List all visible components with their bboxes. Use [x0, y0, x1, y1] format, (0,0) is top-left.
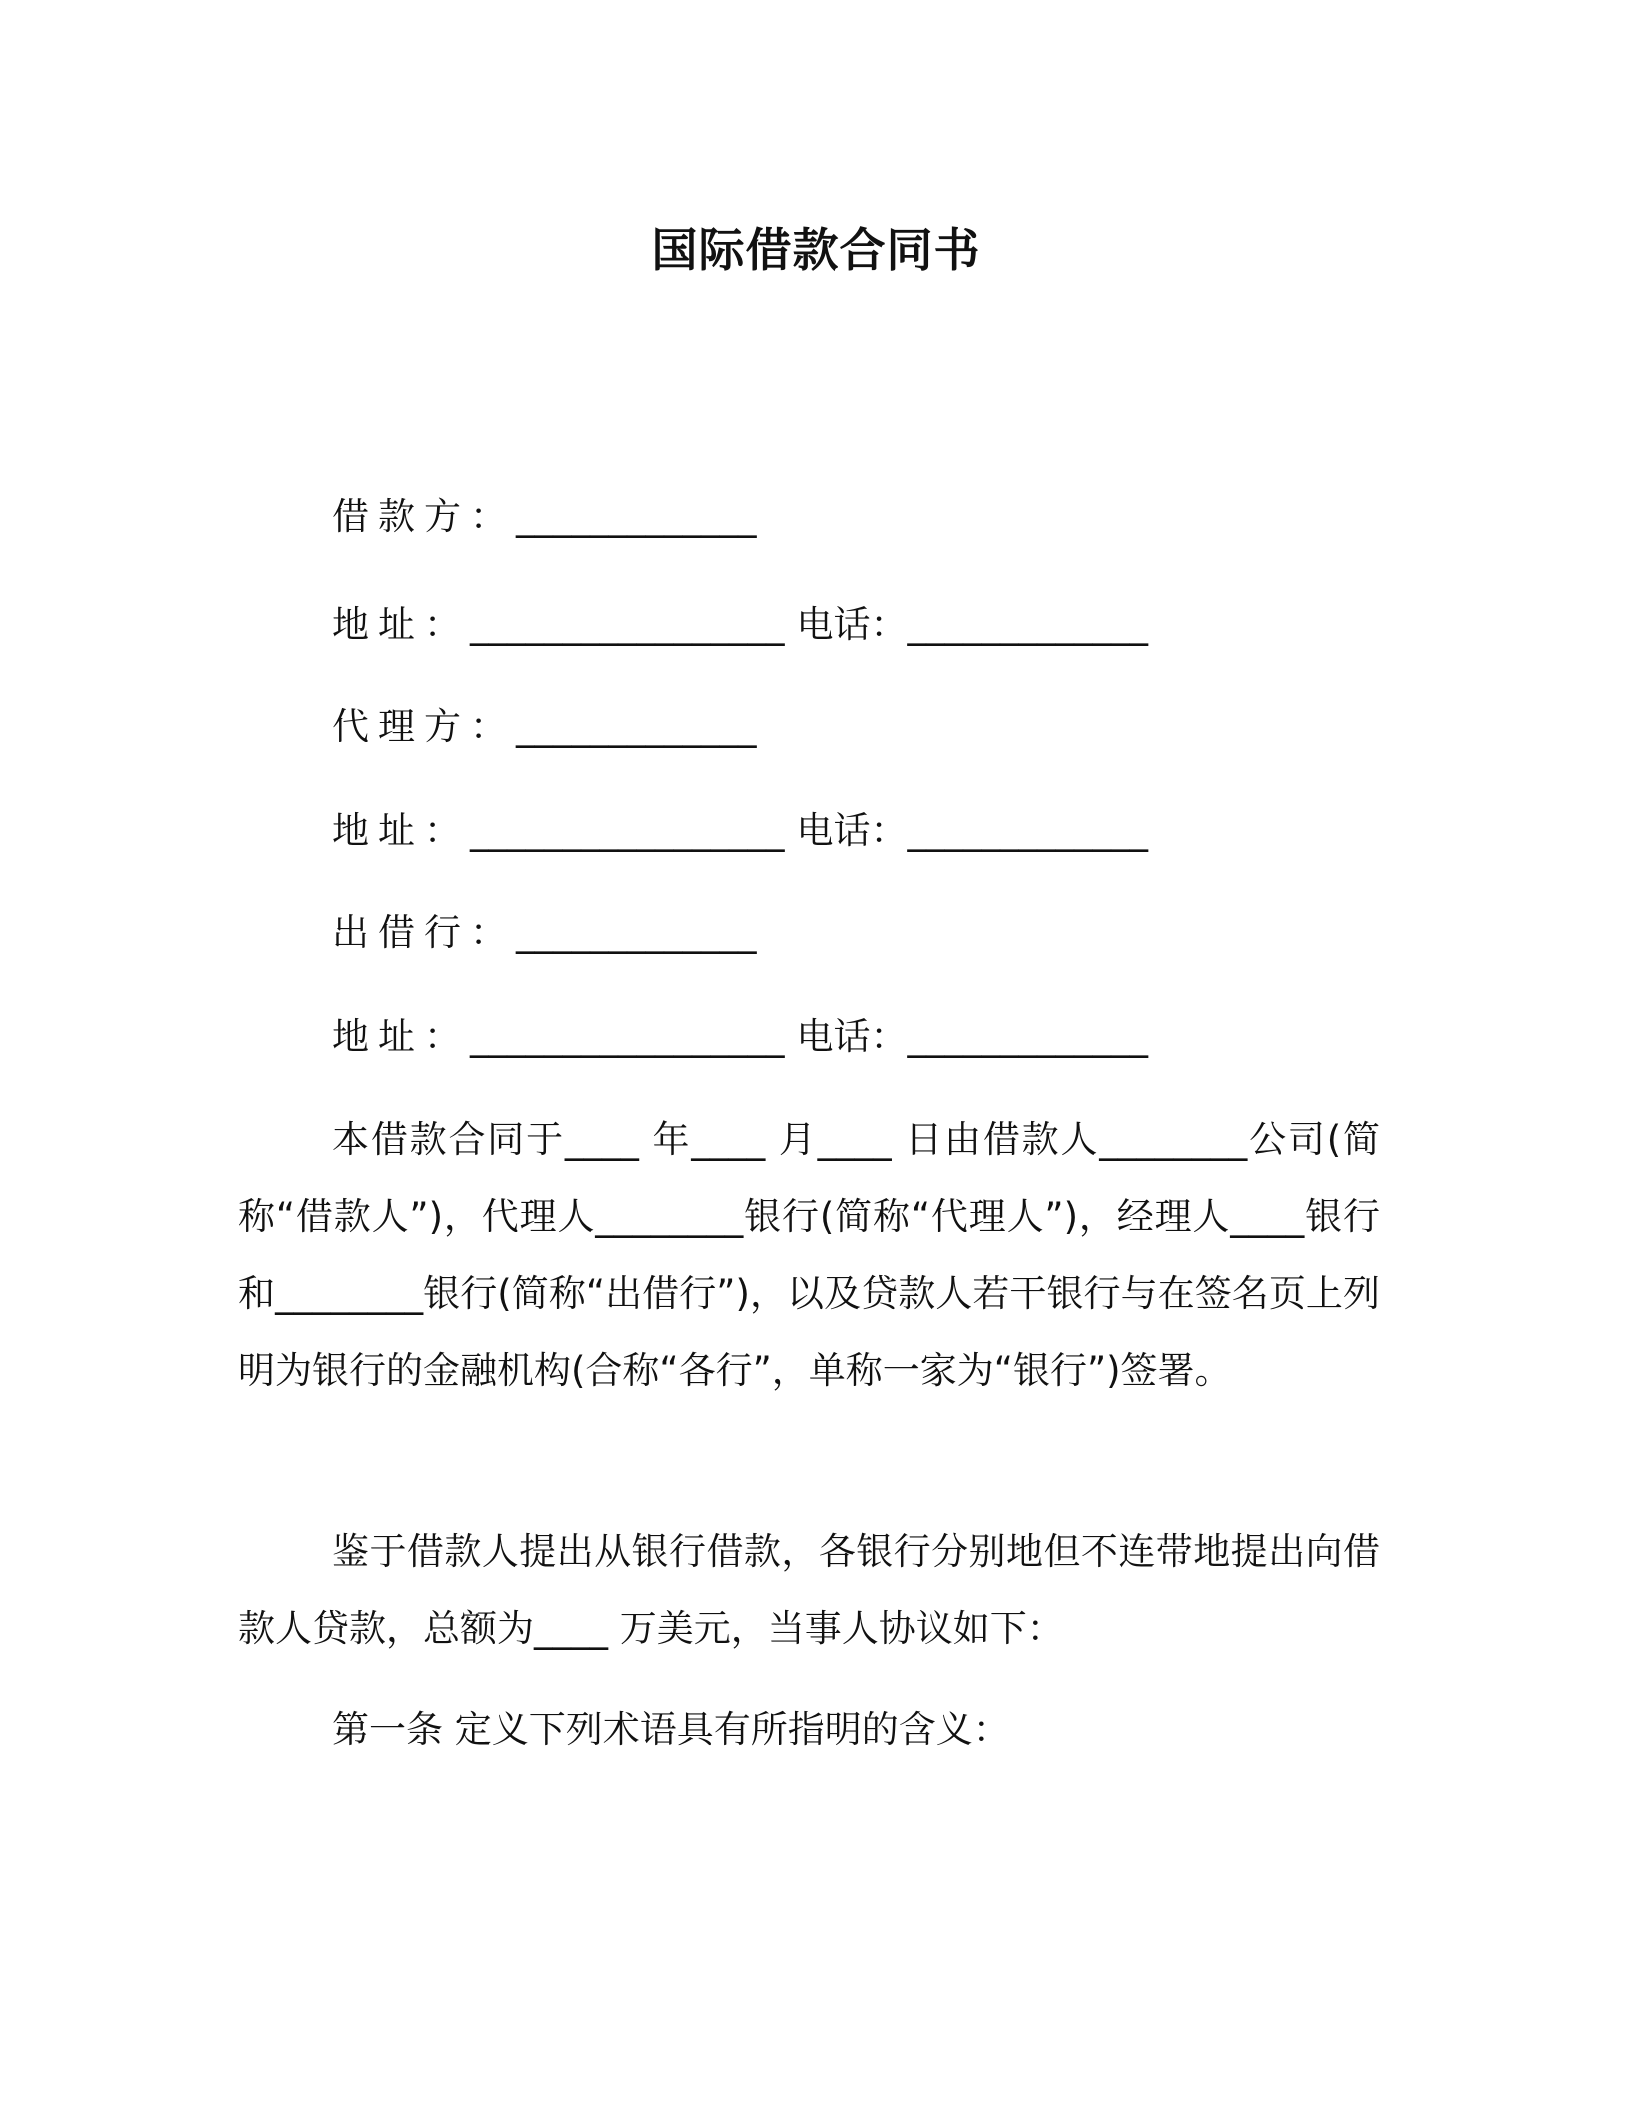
- preamble-paragraph: 本借款合同于____ 年____ 月____ 日由借款人________公司(简称“借款人”)，代理人________银行(简称“代理人”)，经理人____银行和________银行(简称“出借行”)，以及贷款人若干银行与在签名页上列明为银行的金融机构(合称“各行”，单称一家为“银行”)签署。: [238, 1118, 1380, 1392]
- article-1-heading: 第一条 定义下列术语具有所指明的含义：: [332, 1708, 1010, 1751]
- agent-line: [332, 702, 757, 752]
- borrower-blank: _____________: [516, 495, 757, 538]
- agent-blank: _____________: [516, 705, 757, 748]
- recital-paragraph: 鉴于借款人提出从银行借款，各银行分别地但不连带地提出向借款人贷款，总额为____ 万美元，当事人协议如下：: [238, 1530, 1380, 1650]
- borrower-address-label: 地址：: [332, 603, 470, 646]
- lender-line: [332, 908, 757, 958]
- lender-address-blank: _________________: [470, 1015, 785, 1058]
- agent-label: 代理方：: [332, 705, 516, 748]
- borrower-address-blank: _________________: [470, 603, 785, 646]
- lender-label: 出借行：: [332, 911, 516, 954]
- agent-address-label: 地址：: [332, 809, 470, 852]
- agent-phone-label: 电话：: [796, 809, 908, 852]
- agent-address-line: [332, 806, 1148, 856]
- lender-address-line: [332, 1012, 1148, 1062]
- lender-phone-label: 电话：: [796, 1015, 908, 1058]
- borrower-phone-label: 电话：: [796, 603, 908, 646]
- borrower-label: 借款方：: [332, 495, 516, 538]
- agent-phone-blank: _____________: [907, 809, 1148, 852]
- lender-blank: _____________: [516, 911, 757, 954]
- lender-phone-blank: _____________: [907, 1015, 1148, 1058]
- borrower-address-line: [332, 600, 1148, 650]
- agent-address-blank: _________________: [470, 809, 785, 852]
- borrower-phone-blank: _____________: [907, 603, 1148, 646]
- document-title: 国际借款合同书: [651, 223, 981, 277]
- borrower-line: [332, 492, 757, 542]
- lender-address-label: 地址：: [332, 1015, 470, 1058]
